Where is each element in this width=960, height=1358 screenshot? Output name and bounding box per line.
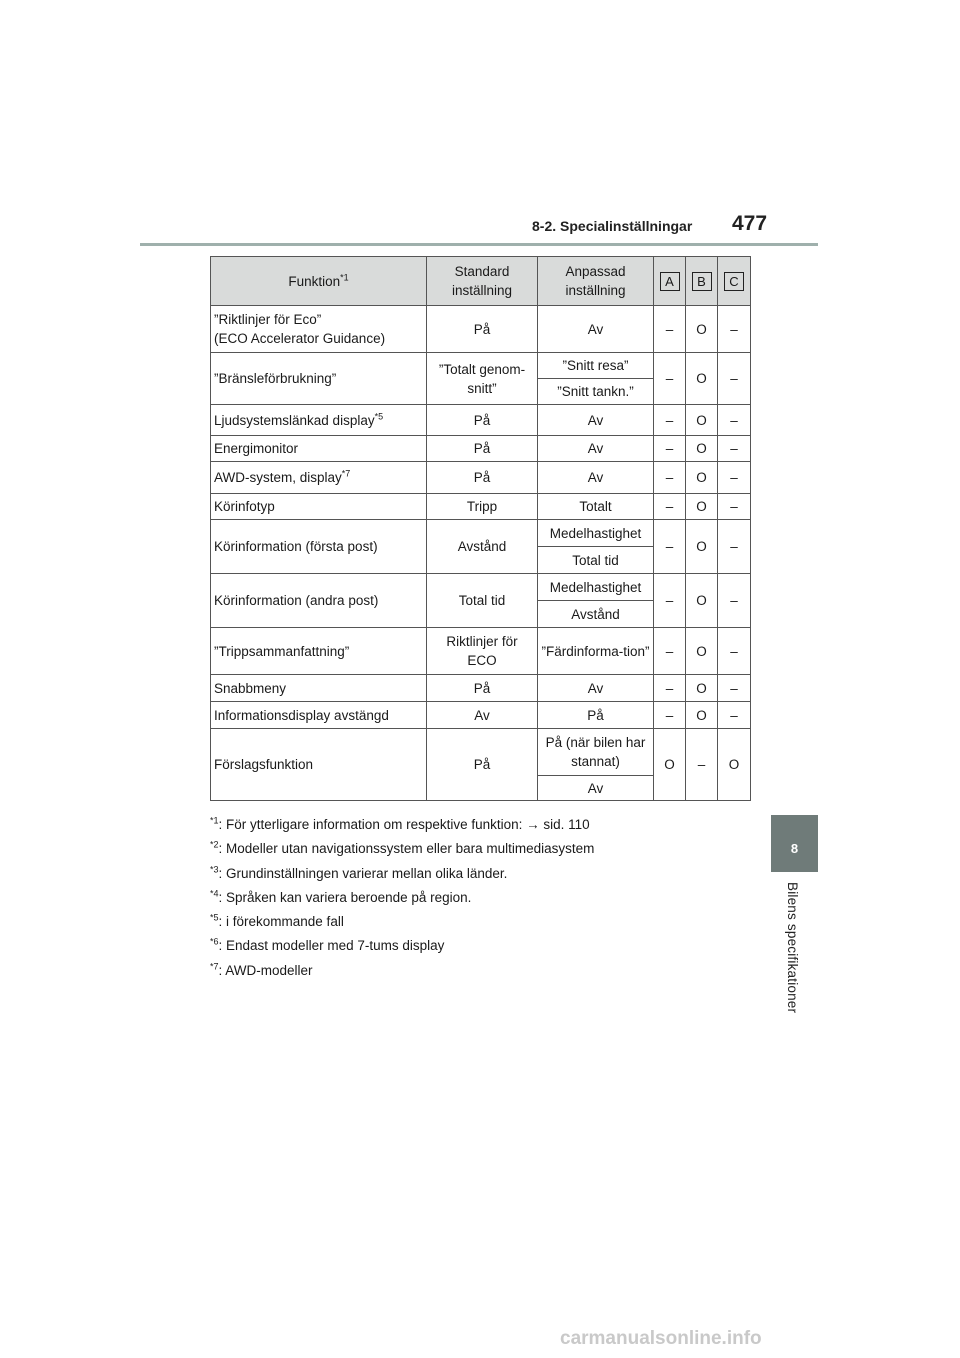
table-row [211,628,751,675]
table-header-row [211,257,751,306]
row-b: O [686,405,718,436]
row-c: – [718,520,751,574]
row-standard: Riktlinjer för ECO [427,628,538,675]
row-standard: Tripp [427,494,538,520]
row-b: O [686,675,718,702]
footnotes [210,813,594,983]
footnote: $^{*4}$: Språken kan variera beroende på region. [210,888,472,905]
row-function: Snabbmeny [211,675,427,702]
row-standard: ”Totalt genom-snitt” [427,353,538,405]
row-c: – [718,462,751,494]
row-c: – [718,675,751,702]
row-b: O [686,520,718,574]
chapter-label: Bilens specifikationer [785,882,800,1014]
row-function: ”Riktlinjer för Eco” (ECO Accelerator Guidance) [211,306,427,353]
footnote: $^{*5}$: i förekommande fall [210,912,344,930]
row-custom: ”Färdinforma-tion” [538,628,654,675]
watermark[interactable]: carmanualsonline.info [560,1328,762,1349]
row-a: – [654,494,686,520]
footnote: $^{*3}$: Grundinställningen varierar mellan olika länder. [210,864,508,881]
header-custom: Anpassad inställning [538,257,654,306]
row-standard: På [427,306,538,353]
row-c: – [718,306,751,353]
row-c: – [718,574,751,628]
row-custom-alt: ”Snitt tankn.” [538,379,654,405]
table-row [211,729,751,776]
table-row [211,520,751,547]
row-function: Körinformation (andra post) [211,574,427,628]
row-function: ”Trippsammanfattning” [211,628,427,675]
row-a: – [654,520,686,574]
row-function: Körinfotyp [211,494,427,520]
row-custom-alt: Av [538,776,654,801]
header-col-b: B [686,257,718,306]
table-row [211,353,751,379]
row-c: O [718,729,751,801]
row-custom: ”Snitt resa” [538,353,654,379]
row-custom: Av [538,675,654,702]
footnote: $^{*1}$: För ytterligare information om respektive funktion: → sid. 110 [210,815,590,832]
header-col-c: C [718,257,751,306]
row-standard: På [427,436,538,462]
row-custom: Av [538,436,654,462]
row-standard: Av [427,702,538,729]
table-row [211,462,751,494]
table-row [211,306,751,353]
row-standard: På [427,675,538,702]
row-standard: Avstånd [427,520,538,574]
row-a: – [654,353,686,405]
row-function: AWD-system, display$^{*7}$ [211,462,427,494]
row-b: – [686,729,718,801]
row-c: – [718,436,751,462]
row-c: – [718,628,751,675]
row-function: Energimonitor [211,436,427,462]
row-b: O [686,306,718,353]
row-custom: Av [538,405,654,436]
row-c: – [718,702,751,729]
row-b: O [686,494,718,520]
row-custom: Totalt [538,494,654,520]
row-custom: Medelhastighet [538,574,654,601]
table-row [211,436,751,462]
header-col-a: A [654,257,686,306]
row-a: – [654,462,686,494]
table-row [211,494,751,520]
table-row [211,574,751,601]
row-c: – [718,494,751,520]
row-custom: På (när bilen har stannat) [538,729,654,776]
row-standard: Total tid [427,574,538,628]
row-custom: Medelhastighet [538,520,654,547]
row-a: – [654,628,686,675]
row-function: Förslagsfunktion [211,729,427,801]
footnote: $^{*7}$: AWD-modeller [210,961,313,978]
row-b: O [686,436,718,462]
row-a: – [654,574,686,628]
row-a: – [654,436,686,462]
row-custom: På [538,702,654,729]
row-b: O [686,574,718,628]
row-a: – [654,702,686,729]
row-custom: Av [538,462,654,494]
chapter-number: 8 [790,841,799,856]
row-b: O [686,462,718,494]
footnote: $^{*2}$: Modeller utan navigationssystem eller bara multimediasystem [210,839,595,857]
row-function: ”Bränsleförbrukning” [211,353,427,405]
row-c: – [718,353,751,405]
row-standard: På [427,729,538,801]
row-function: Informationsdisplay avstängd [211,702,427,729]
row-b: O [686,702,718,729]
row-b: O [686,353,718,405]
row-custom: Av [538,306,654,353]
settings-table [210,256,751,801]
header-rule [140,243,818,246]
row-c: – [718,405,751,436]
chapter-tab[interactable] [771,815,818,872]
row-standard: På [427,462,538,494]
section-title: 8-2. Specialinställningar [532,218,693,234]
row-function: Körinformation (första post) [211,520,427,574]
row-custom-alt: Avstånd [538,601,654,628]
row-custom-alt: Total tid [538,547,654,574]
row-standard: På [427,405,538,436]
row-b: O [686,628,718,675]
page-number: 477 [732,212,768,235]
table-row [211,702,751,729]
row-a: – [654,675,686,702]
row-a: – [654,405,686,436]
row-a: – [654,306,686,353]
row-a: O [654,729,686,801]
footnote: $^{*6}$: Endast modeller med 7-tums display [210,936,445,954]
header-standard: Standard inställning [427,257,538,306]
table-row [211,675,751,702]
row-function: Ljudsystemslänkad display$^{*5}$ [211,405,427,436]
header-function: Funktion$^{*1}$ [211,257,427,306]
table-row [211,405,751,436]
